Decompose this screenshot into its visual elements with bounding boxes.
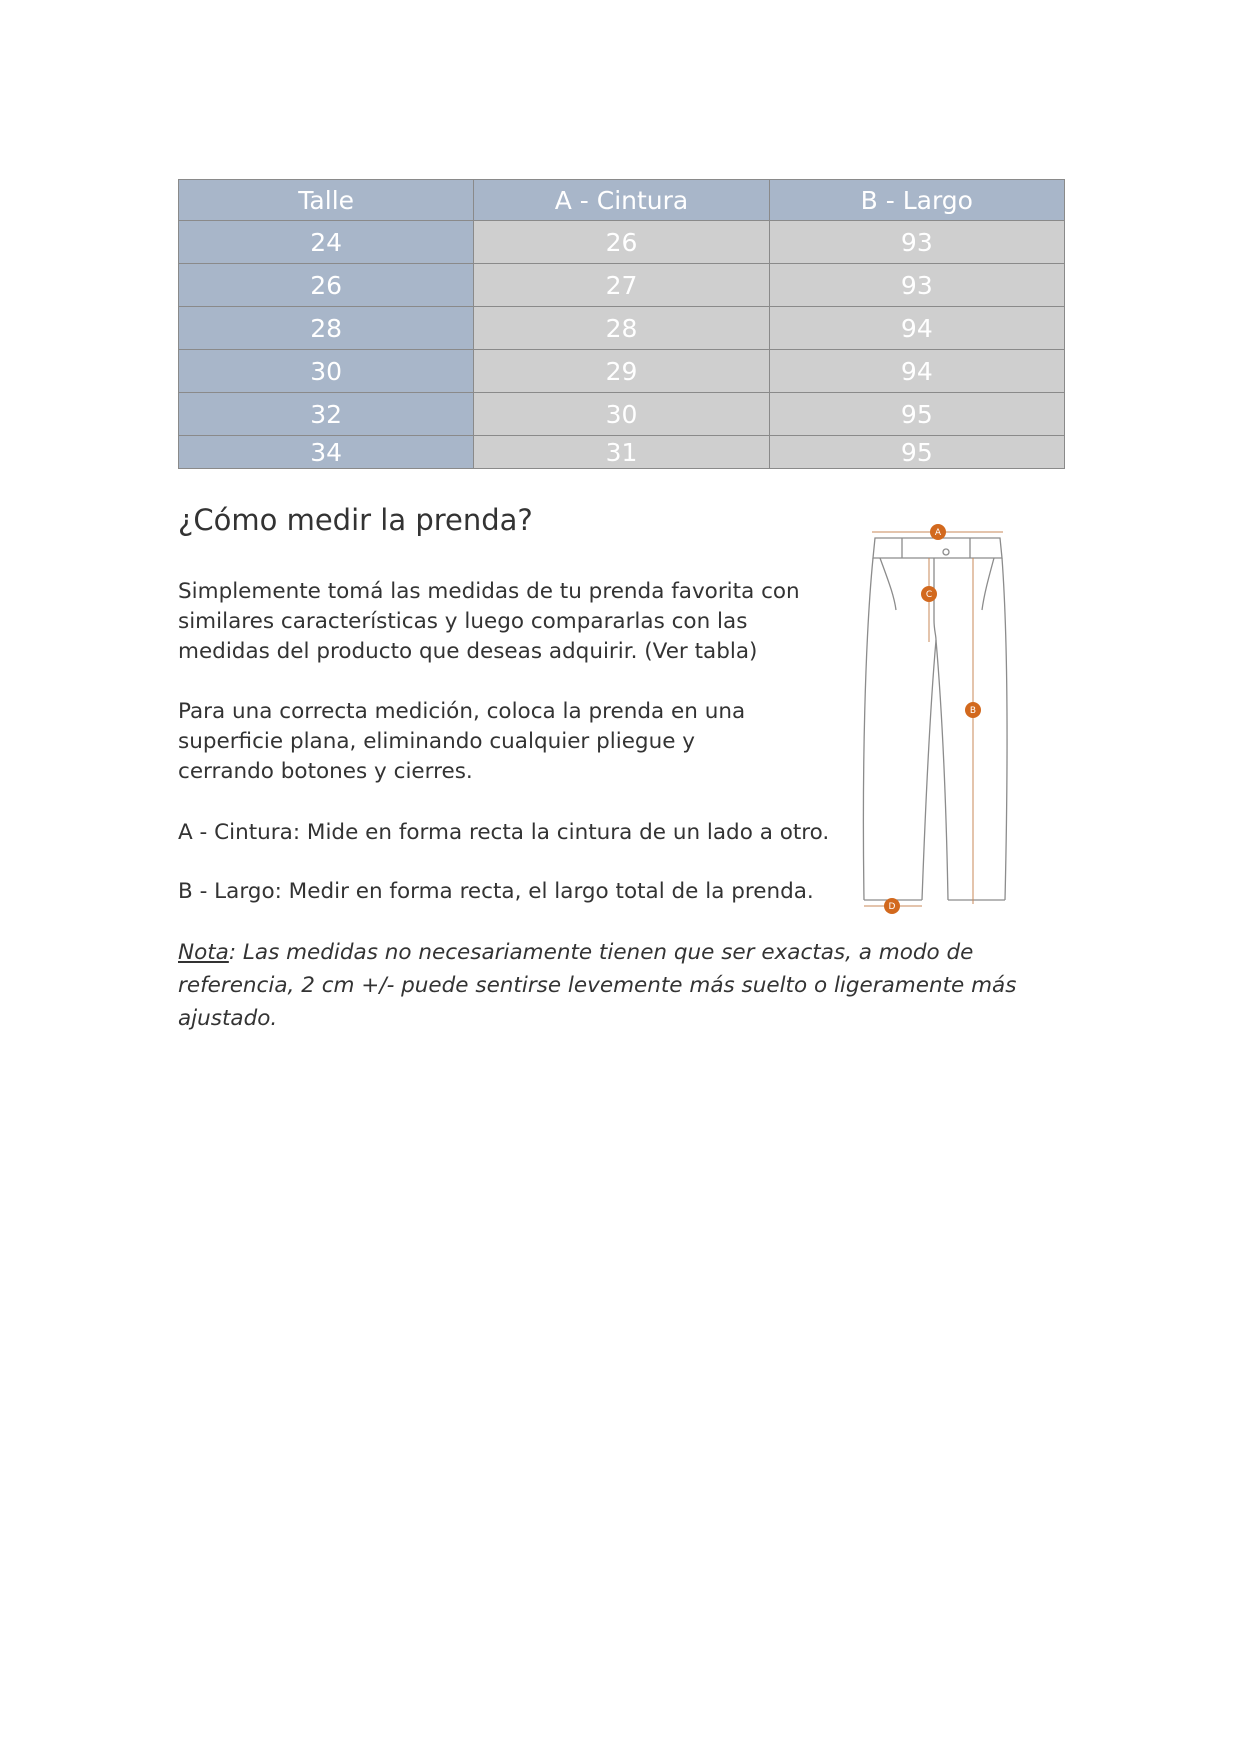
size-value: 32 (179, 393, 474, 436)
pants-measurement-illustration (850, 520, 1030, 920)
marker-a (930, 524, 946, 540)
waist-instruction: A - Cintura: Mide en forma recta la cintura de un lado a otro. (178, 820, 830, 845)
section-title: ¿Cómo medir la prenda? (178, 503, 533, 537)
intro-paragraph (178, 577, 798, 667)
intro-line: Simplemente tomá las medidas de tu prenda favorita con (178, 579, 800, 604)
size-value: 34 (179, 436, 474, 469)
marker-c-label: C (925, 590, 933, 600)
length-value: 94 (769, 350, 1064, 393)
measurement-line: superficie plana, eliminando cualquier pliegue y (178, 729, 695, 754)
marker-b (965, 702, 981, 718)
size-value: 30 (179, 350, 474, 393)
header-talle: Talle (179, 180, 474, 221)
marker-a-label: A (934, 528, 942, 538)
size-value: 26 (179, 264, 474, 307)
length-value: 93 (769, 221, 1064, 264)
table-header-row (179, 180, 1065, 221)
marker-d-label: D (888, 902, 896, 912)
length-instruction: B - Largo: Medir en forma recta, el largo total de la prenda. (178, 879, 814, 904)
size-value: 24 (179, 221, 474, 264)
measurement-paragraph (178, 697, 798, 787)
measurement-line: cerrando botones y cierres. (178, 759, 473, 784)
waist-value: 27 (474, 264, 769, 307)
size-value: 28 (179, 307, 474, 350)
waist-value: 29 (474, 350, 769, 393)
marker-c (921, 586, 937, 602)
note-label: Nota (178, 940, 229, 965)
waist-value: 26 (474, 221, 769, 264)
note-text: : Las medidas no necesariamente tienen que ser exactas, a modo de referencia, 2 cm +/- puede sentirse levemente más suelto o ligeramente más ajustado. (178, 940, 1017, 1031)
marker-b-label: B (969, 706, 977, 716)
table-row (179, 264, 1065, 307)
table-row (179, 393, 1065, 436)
waist-value: 28 (474, 307, 769, 350)
size-table (178, 179, 1065, 469)
header-largo: B - Largo (769, 180, 1064, 221)
marker-d (884, 898, 900, 914)
table-row (179, 436, 1065, 469)
measurement-line: Para una correcta medición, coloca la prenda en una (178, 699, 746, 724)
length-value: 94 (769, 307, 1064, 350)
intro-line: medidas del producto que deseas adquirir. (Ver tabla) (178, 639, 758, 664)
table-row (179, 221, 1065, 264)
length-value: 95 (769, 393, 1064, 436)
table-row (179, 350, 1065, 393)
table-row (179, 307, 1065, 350)
intro-line: similares características y luego compararlas con las (178, 609, 748, 634)
note (178, 936, 1068, 1035)
waist-value: 31 (474, 436, 769, 469)
waist-value: 30 (474, 393, 769, 436)
measurement-markers (884, 524, 981, 914)
header-cintura: A - Cintura (474, 180, 769, 221)
length-value: 93 (769, 264, 1064, 307)
length-value: 95 (769, 436, 1064, 469)
